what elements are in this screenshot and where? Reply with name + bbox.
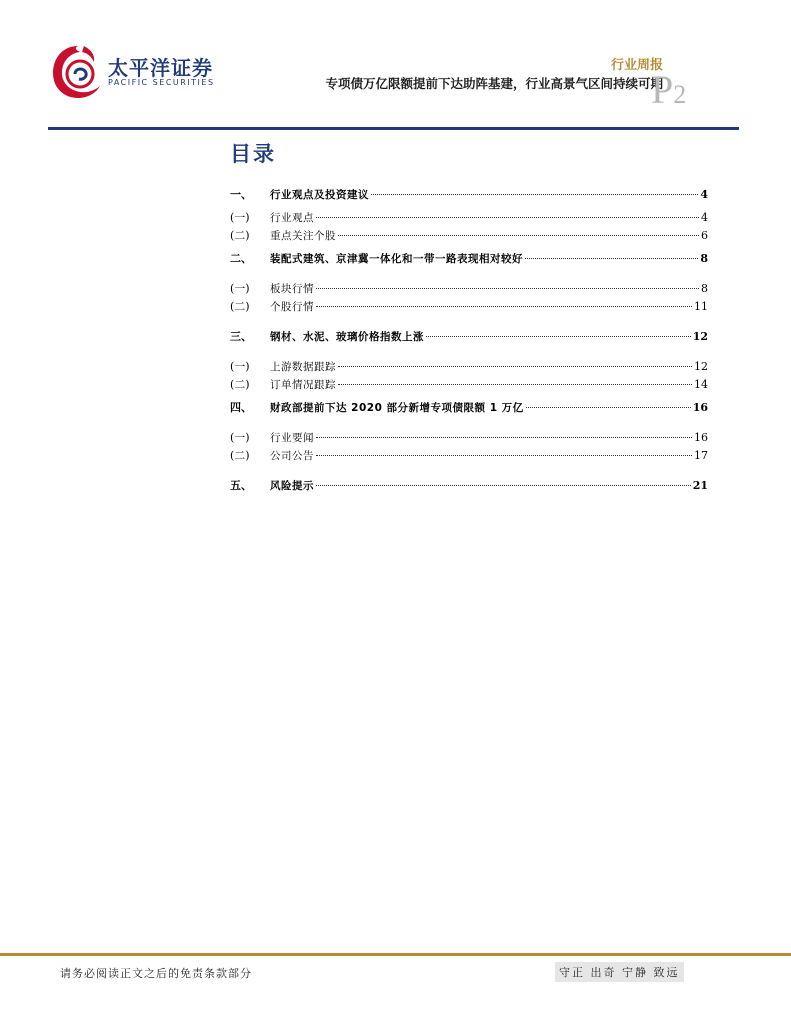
toc-subentry[interactable] <box>230 209 708 227</box>
toc-dot-leader <box>316 288 699 289</box>
toc-entry[interactable] <box>230 250 708 268</box>
toc-entry-number: (二) <box>230 449 250 462</box>
logo-name-en: PACIFIC SECURITIES <box>108 78 215 87</box>
toc-entry-page: 8 <box>701 282 708 295</box>
toc-entry[interactable] <box>230 477 708 495</box>
toc-heading: 目录 <box>230 142 276 166</box>
toc-entry-page: 16 <box>692 401 708 414</box>
footer-motto: 守正 出奇 宁静 致远 <box>555 962 684 982</box>
toc-entry-title: 订单情况跟踪 <box>270 379 336 391</box>
toc-entry-number: 五、 <box>230 479 252 492</box>
toc-entry-title: 上游数据跟踪 <box>270 361 336 373</box>
toc-entry-page: 12 <box>692 330 708 343</box>
toc-entry-title: 行业观点及投资建议 <box>270 189 369 201</box>
toc-entry[interactable] <box>230 186 708 204</box>
toc-entry-number: 三、 <box>230 330 252 343</box>
toc-entry-title: 钢材、水泥、玻璃价格指数上涨 <box>270 331 424 343</box>
header-divider <box>48 127 739 130</box>
toc-entry-page: 4 <box>701 211 708 224</box>
toc-dot-leader <box>338 235 699 236</box>
toc-entry-page: 17 <box>694 449 708 462</box>
report-title: 专项债万亿限额提前下达助阵基建，行业高景气区间持续可期 <box>325 76 663 91</box>
logo-name-cn: 太平洋证券 <box>108 56 213 80</box>
toc-entry-title: 行业要闻 <box>270 432 314 444</box>
toc-subentry[interactable] <box>230 358 708 376</box>
toc-dot-leader <box>526 407 691 408</box>
toc-dot-leader <box>371 194 698 195</box>
table-of-contents <box>230 186 708 495</box>
toc-subentry[interactable] <box>230 429 708 447</box>
toc-entry-number: (二) <box>230 378 250 391</box>
page-number-mark <box>651 66 686 113</box>
toc-dot-leader <box>316 485 691 486</box>
toc-dot-leader <box>316 306 692 307</box>
toc-entry-page: 4 <box>700 188 708 201</box>
toc-entry-number: (一) <box>230 211 250 224</box>
toc-entry-page: 6 <box>701 229 708 242</box>
toc-entry-number: (一) <box>230 360 250 373</box>
toc-entry-number: (二) <box>230 300 250 313</box>
toc-dot-leader <box>426 336 691 337</box>
toc-dot-leader <box>338 366 692 367</box>
toc-dot-leader <box>316 455 692 456</box>
toc-entry-number: 一、 <box>230 188 252 201</box>
toc-dot-leader <box>316 217 699 218</box>
toc-subentry[interactable] <box>230 447 708 465</box>
toc-entry[interactable] <box>230 328 708 346</box>
toc-dot-leader <box>316 437 692 438</box>
toc-entry-page: 16 <box>694 431 708 444</box>
toc-dot-leader <box>525 258 698 259</box>
toc-entry-page: 14 <box>694 378 708 391</box>
toc-entry-title: 装配式建筑、京津冀一体化和一带一路表现相对较好 <box>270 253 523 265</box>
toc-subentry[interactable] <box>230 227 708 245</box>
footer-disclaimer: 请务必阅读正文之后的免责条款部分 <box>60 967 252 980</box>
toc-subentry[interactable] <box>230 298 708 316</box>
page-prefix: P <box>651 67 674 112</box>
toc-entry-number: (一) <box>230 282 250 295</box>
toc-entry-page: 11 <box>694 300 708 313</box>
page-number: 2 <box>673 80 687 109</box>
toc-entry-number: (二) <box>230 229 250 242</box>
toc-subentry[interactable] <box>230 280 708 298</box>
toc-entry-title: 板块行情 <box>270 283 314 295</box>
toc-dot-leader <box>338 384 692 385</box>
pacific-securities-logo-icon <box>50 42 106 102</box>
toc-entry-title: 财政部提前下达 2020 部分新增专项债限额 1 万亿 <box>270 402 524 414</box>
toc-entry-number: (一) <box>230 431 250 444</box>
report-type: 行业周报 <box>610 58 663 73</box>
toc-subentry[interactable] <box>230 376 708 394</box>
company-logo <box>50 42 220 102</box>
toc-entry-page: 8 <box>700 252 708 265</box>
toc-entry-page: 21 <box>692 479 708 492</box>
footer-divider <box>0 953 791 956</box>
toc-entry-title: 个股行情 <box>270 301 314 313</box>
toc-entry-title: 风险提示 <box>270 480 314 492</box>
toc-entry-title: 行业观点 <box>270 212 314 224</box>
toc-entry-page: 12 <box>694 360 708 373</box>
toc-entry-title: 重点关注个股 <box>270 230 336 242</box>
toc-entry[interactable] <box>230 399 708 417</box>
toc-entry-number: 二、 <box>230 252 252 265</box>
toc-entry-number: 四、 <box>230 401 252 414</box>
toc-entry-title: 公司公告 <box>270 450 314 462</box>
